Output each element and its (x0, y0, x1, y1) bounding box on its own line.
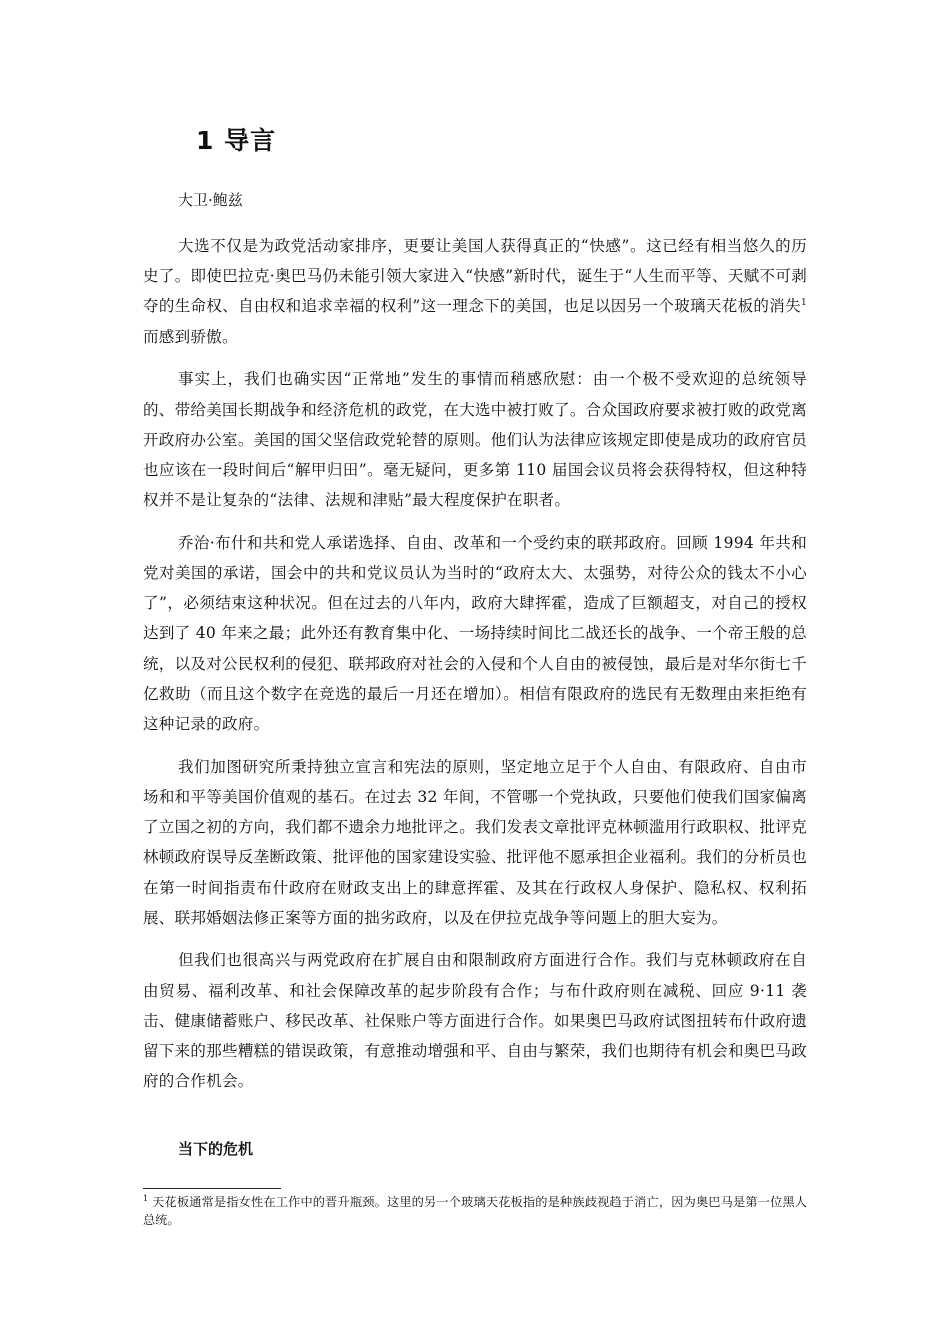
footnote-marker: 1 (143, 1193, 149, 1203)
paragraph-1 (143, 231, 807, 352)
paragraph-3: 乔治·布什和共和党人承诺选择、自由、改革和一个受约束的联邦政府。回顾 1994 年共和党对美国的承诺，国会中的共和党议员认为当时的“政府太大、太强势，对待公众的钱太不小心了”，必须结束这种状况。但在过去的八年内，政府大肆挥霍，造成了巨额超支，对自己的授权达到了 40 年来之最；此外还有教育集中化、一场持续时间比二战还长的战争、一个帝王般的总统，以及对公民权利的侵犯、联邦政府对社会的入侵和个人自由的被侵蚀，最后是对华尔街七千亿救助（而且这个数字在竞选的最后一月还在增加）。相信有限政府的选民有无数理由来拒绝有这种记录的政府。 (143, 533, 807, 734)
body-text (143, 231, 807, 1109)
footnote-reference[interactable]: 1 (800, 298, 807, 309)
paragraph-1-text: 大选不仅是为政党活动家排序，更要让美国人获得真正的“快感”。这已经有相当悠久的历史了。即使巴拉克·奥巴马仍未能引领大家进入“快感”新时代，诞生于“人生而平等、天赋不可剥夺的生命权、自由权和追求幸福的权利”这一理念下的美国，也足以因另一个玻璃天花板的消失 (143, 237, 807, 316)
chapter-author: 大卫·鲍兹 (178, 191, 243, 209)
paragraph-2: 事实上，我们也确实因“正常地”发生的事情而稍感欣慰：由一个极不受欢迎的总统领导的、带给美国长期战争和经济危机的政党，在大选中被打败了。合众国政府要求被打败的政党离开政府办公室。美国的国父坚信政党轮替的原则。他们认为法律应该规定即使是成功的政府官员也应该在一段时间后“解甲归田”。毫无疑问，更多第 110 届国会议员将会获得特权，但这种特权并不是让复杂的“法律、法规和津贴”最大程度保护在职者。 (143, 370, 807, 510)
paragraph-5: 但我们也很高兴与两党政府在扩展自由和限制政府方面进行合作。我们与克林顿政府在自由贸易、福利改革、和社会保障改革的起步阶段有合作；与布什政府则在减税、回应 9·11 袭击、健康储蓄账户、移民改革、社保账户等方面进行合作。如果奥巴马政府试图扭转布什政府遗留下来的那些糟糕的错误政策，有意推动增强和平、自由与繁荣，我们也期待有机会和奥巴马政府的合作机会。 (143, 951, 807, 1091)
footnote-text: 天花板通常是指女性在工作中的晋升瓶颈。这里的另一个玻璃天花板指的是种族歧视趋于消亡，因为奥巴马是第一位黑人总统。 (143, 1195, 807, 1227)
chapter-title: 1 导言 (196, 126, 277, 155)
section-heading: 当下的危机 (178, 1140, 254, 1158)
paragraph-4: 我们加图研究所秉持独立宣言和宪法的原则，坚定地立足于个人自由、有限政府、自由市场和和平等美国价值观的基石。在过去 32 年间，不管哪一个党执政，只要他们使我们国家偏离了立国之初的方向，我们都不遗余力地批评之。我们发表文章批评克林顿滥用行政职权、批评克林顿政府误导反垄断政策、批评他的国家建设实验、批评他不愿承担企业福利。我们的分析员也在第一时间指责布什政府在财政支出上的肆意挥霍、及其在行政权人身保护、隐私权、权利拓展、联邦婚姻法修正案等方面的拙劣政府，以及在伊拉克战争等问题上的胆大妄为。 (143, 757, 807, 927)
paragraph-1-text-end: 而感到骄傲。 (143, 327, 238, 346)
footnote (143, 1193, 807, 1229)
footnote-divider (143, 1188, 281, 1189)
